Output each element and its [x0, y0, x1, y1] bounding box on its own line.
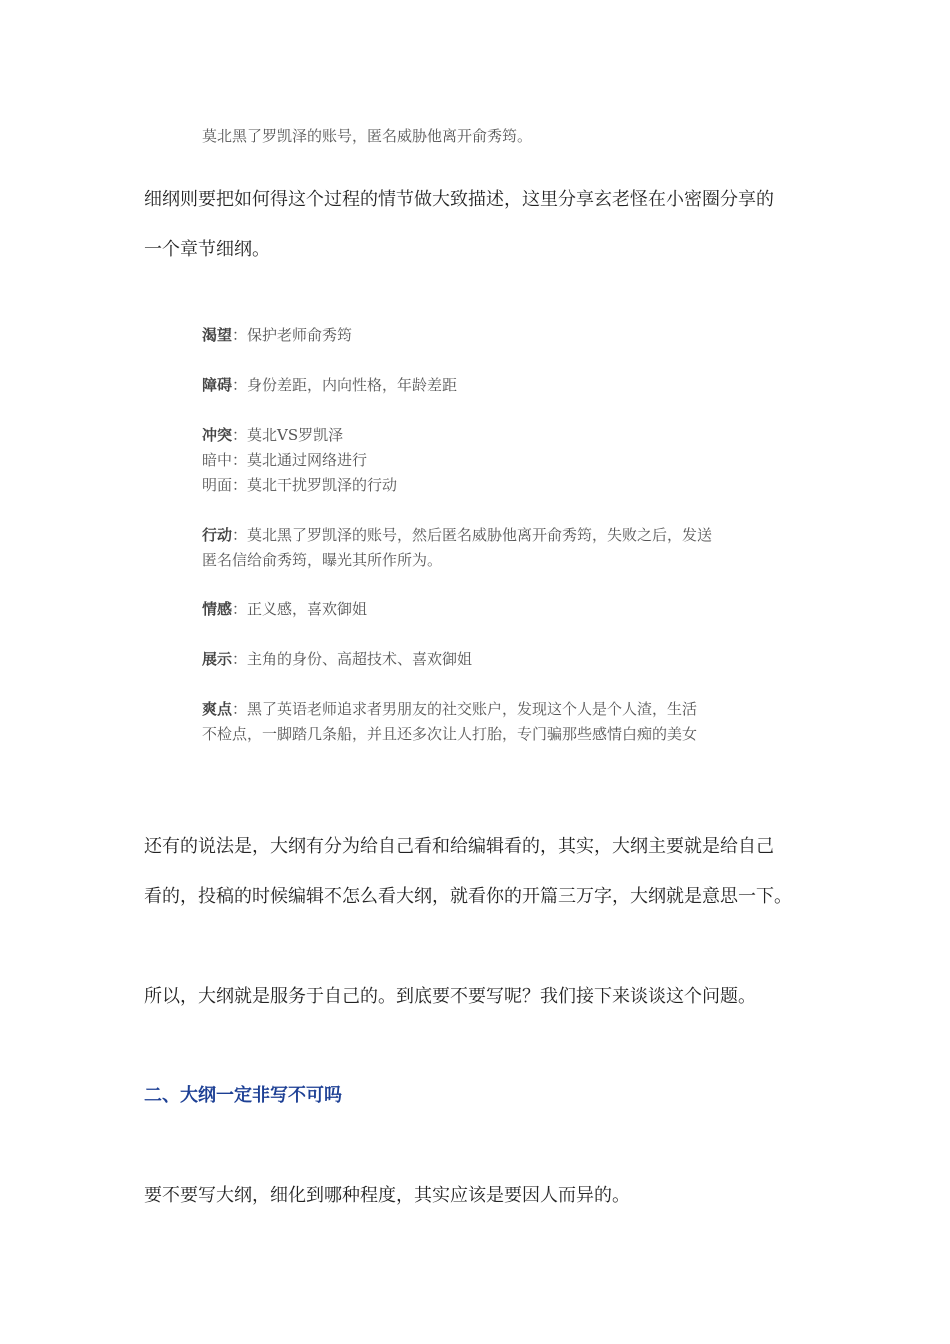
paragraph-line: 细纲则要把如何得这个过程的情节做大致描述，这里分享玄老怪在小密圈分享的: [144, 189, 774, 210]
outline-obstacle: [202, 373, 762, 398]
outline-conflict-hidden: 暗中：莫北通过网络进行: [202, 451, 368, 469]
paragraph-outline-purpose: [144, 822, 814, 922]
paragraph-line: 还有的说法是，大纲有分为给自己看和给编辑看的，其实，大纲主要就是给自己: [144, 836, 774, 857]
outline-value: 莫北黑了罗凯泽的账号，然后匿名威胁他离开俞秀筠，失败之后，发送: [247, 526, 713, 544]
outline-value: 黑了英语老师追求者男朋友的社交账户，发现这个人是个人渣，生活: [247, 700, 698, 718]
outline-key: 爽点: [202, 700, 233, 718]
paragraph-line: 一个章节细纲。: [144, 239, 270, 260]
outline-key: 渴望: [202, 326, 233, 344]
outline-key: 展示: [202, 650, 233, 668]
outline-highlight: [202, 697, 762, 747]
outline-key: 障碍: [202, 376, 233, 394]
paragraph-section2-intro: 要不要写大纲，细化到哪种程度，其实应该是要因人而异的。: [144, 1185, 630, 1206]
quote-top: 莫北黑了罗凯泽的账号，匿名威胁他离开俞秀筠。: [202, 127, 533, 145]
paragraph-transition: 所以，大纲就是服务于自己的。到底要不要写呢？我们接下来谈谈这个问题。: [144, 986, 756, 1007]
outline-key: 冲突: [202, 426, 233, 444]
outline-sep: ：: [232, 376, 248, 394]
paragraph-outline-intro: [144, 175, 814, 275]
outline-key: 行动: [202, 526, 233, 544]
outline-sep: ：: [232, 326, 248, 344]
outline-value: 莫北VS罗凯泽: [247, 426, 344, 444]
outline-conflict-open: 明面：莫北干扰罗凯泽的行动: [202, 476, 398, 494]
outline-action-line1: [202, 523, 762, 548]
outline-action-line2: 匿名信给俞秀筠，曝光其所作所为。: [202, 551, 443, 569]
outline-conflict-main: [202, 423, 762, 448]
outline-sep: ：: [232, 526, 248, 544]
outline-desire: [202, 323, 762, 348]
paragraph-line: 看的，投稿的时候编辑不怎么看大纲，就看你的开篇三万字，大纲就是意思一下。: [144, 886, 792, 907]
outline-emotion: [202, 597, 762, 622]
outline-highlight-line2: 不检点，一脚踏几条船，并且还多次让人打胎，专门骗那些感情白痴的美女: [202, 725, 698, 743]
outline-display: [202, 647, 762, 672]
outline-sep: ：: [232, 426, 248, 444]
section-heading: 二、大纲一定非写不可吗: [144, 1085, 342, 1106]
outline-sep: ：: [232, 600, 248, 618]
outline-value: 身份差距，内向性格，年龄差距: [247, 376, 458, 394]
outline-key: 情感: [202, 600, 233, 618]
outline-value: 保护老师俞秀筠: [247, 326, 353, 344]
outline-action: [202, 523, 762, 573]
outline-sep: ：: [232, 650, 248, 668]
outline-conflict: [202, 423, 762, 498]
outline-sep: ：: [232, 700, 248, 718]
outline-value: 正义感，喜欢御姐: [247, 600, 368, 618]
outline-value: 主角的身份、高超技术、喜欢御姐: [247, 650, 473, 668]
outline-highlight-line1: [202, 697, 762, 722]
